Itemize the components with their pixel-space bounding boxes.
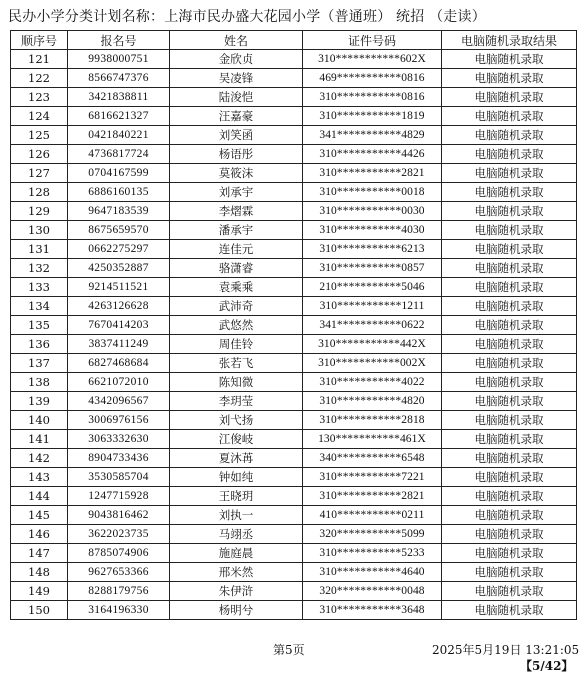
cell-seq: 142 bbox=[11, 449, 68, 468]
cell-seq: 135 bbox=[11, 316, 68, 335]
header-seq: 顺序号 bbox=[11, 31, 68, 50]
table-row bbox=[11, 240, 577, 259]
cell-name: 夏沐苒 bbox=[170, 449, 303, 468]
cell-result: 电脑随机录取 bbox=[442, 411, 577, 430]
cell-seq: 127 bbox=[11, 164, 68, 183]
cell-reg-no: 9938000751 bbox=[68, 50, 170, 69]
table-row bbox=[11, 354, 577, 373]
cell-reg-no: 6816621327 bbox=[68, 107, 170, 126]
cell-name: 武悠然 bbox=[170, 316, 303, 335]
cell-name: 施庭晨 bbox=[170, 544, 303, 563]
table-row bbox=[11, 88, 577, 107]
header-result: 电脑随机录取结果 bbox=[442, 31, 577, 50]
cell-name: 王晓玥 bbox=[170, 487, 303, 506]
cell-result: 电脑随机录取 bbox=[442, 544, 577, 563]
table-row bbox=[11, 278, 577, 297]
cell-seq: 124 bbox=[11, 107, 68, 126]
cell-id-no: 310***********5233 bbox=[303, 544, 442, 563]
table-row bbox=[11, 316, 577, 335]
cell-id-no: 310***********4820 bbox=[303, 392, 442, 411]
table-row bbox=[11, 506, 577, 525]
cell-result: 电脑随机录取 bbox=[442, 50, 577, 69]
cell-seq: 125 bbox=[11, 126, 68, 145]
cell-result: 电脑随机录取 bbox=[442, 183, 577, 202]
cell-result: 电脑随机录取 bbox=[442, 126, 577, 145]
cell-result: 电脑随机录取 bbox=[442, 506, 577, 525]
cell-result: 电脑随机录取 bbox=[442, 202, 577, 221]
admission-table bbox=[10, 30, 577, 620]
cell-result: 电脑随机录取 bbox=[442, 354, 577, 373]
cell-id-no: 341***********0622 bbox=[303, 316, 442, 335]
cell-seq: 133 bbox=[11, 278, 68, 297]
cell-seq: 121 bbox=[11, 50, 68, 69]
cell-name: 刘笑函 bbox=[170, 126, 303, 145]
table-row bbox=[11, 392, 577, 411]
cell-name: 陆浚恺 bbox=[170, 88, 303, 107]
cell-name: 张若飞 bbox=[170, 354, 303, 373]
header-name: 姓名 bbox=[170, 31, 303, 50]
table-row bbox=[11, 50, 577, 69]
cell-id-no: 310***********2821 bbox=[303, 487, 442, 506]
cell-id-no: 310***********0018 bbox=[303, 183, 442, 202]
cell-id-no: 310***********3648 bbox=[303, 601, 442, 620]
cell-id-no: 310***********442X bbox=[303, 335, 442, 354]
cell-reg-no: 3421838811 bbox=[68, 88, 170, 107]
cell-id-no: 341***********4829 bbox=[303, 126, 442, 145]
cell-seq: 136 bbox=[11, 335, 68, 354]
cell-name: 潘承宇 bbox=[170, 221, 303, 240]
cell-reg-no: 4250352887 bbox=[68, 259, 170, 278]
cell-id-no: 310***********0857 bbox=[303, 259, 442, 278]
cell-reg-no: 3006976156 bbox=[68, 411, 170, 430]
cell-seq: 132 bbox=[11, 259, 68, 278]
cell-reg-no: 9647183539 bbox=[68, 202, 170, 221]
cell-reg-no: 0421840221 bbox=[68, 126, 170, 145]
cell-reg-no: 8566747376 bbox=[68, 69, 170, 88]
cell-result: 电脑随机录取 bbox=[442, 278, 577, 297]
cell-result: 电脑随机录取 bbox=[442, 335, 577, 354]
cell-seq: 146 bbox=[11, 525, 68, 544]
cell-result: 电脑随机录取 bbox=[442, 297, 577, 316]
cell-result: 电脑随机录取 bbox=[442, 373, 577, 392]
cell-name: 汪嘉豪 bbox=[170, 107, 303, 126]
cell-result: 电脑随机录取 bbox=[442, 563, 577, 582]
cell-seq: 140 bbox=[11, 411, 68, 430]
table-row bbox=[11, 525, 577, 544]
cell-result: 电脑随机录取 bbox=[442, 487, 577, 506]
cell-reg-no: 6827468684 bbox=[68, 354, 170, 373]
cell-seq: 144 bbox=[11, 487, 68, 506]
cell-seq: 128 bbox=[11, 183, 68, 202]
cell-name: 金欣贞 bbox=[170, 50, 303, 69]
cell-seq: 139 bbox=[11, 392, 68, 411]
cell-id-no: 310***********4640 bbox=[303, 563, 442, 582]
cell-reg-no: 8288179756 bbox=[68, 582, 170, 601]
cell-reg-no: 3530585704 bbox=[68, 468, 170, 487]
cell-reg-no: 9214511521 bbox=[68, 278, 170, 297]
table-row bbox=[11, 69, 577, 88]
table-header-row bbox=[11, 31, 577, 50]
cell-id-no: 310***********2821 bbox=[303, 164, 442, 183]
table-row bbox=[11, 582, 577, 601]
cell-result: 电脑随机录取 bbox=[442, 259, 577, 278]
cell-name: 陈知微 bbox=[170, 373, 303, 392]
table-row bbox=[11, 335, 577, 354]
cell-seq: 123 bbox=[11, 88, 68, 107]
cell-id-no: 410***********0211 bbox=[303, 506, 442, 525]
cell-seq: 137 bbox=[11, 354, 68, 373]
cell-name: 刘弋扬 bbox=[170, 411, 303, 430]
cell-result: 电脑随机录取 bbox=[442, 392, 577, 411]
table-row bbox=[11, 202, 577, 221]
cell-id-no: 310***********4022 bbox=[303, 373, 442, 392]
table-row bbox=[11, 259, 577, 278]
cell-reg-no: 0704167599 bbox=[68, 164, 170, 183]
cell-seq: 141 bbox=[11, 430, 68, 449]
cell-id-no: 310***********002X bbox=[303, 354, 442, 373]
cell-name: 连佳元 bbox=[170, 240, 303, 259]
cell-reg-no: 4263126628 bbox=[68, 297, 170, 316]
table-row bbox=[11, 468, 577, 487]
table-row bbox=[11, 126, 577, 145]
table-row bbox=[11, 487, 577, 506]
header-reg-no: 报名号 bbox=[68, 31, 170, 50]
cell-reg-no: 1247715928 bbox=[68, 487, 170, 506]
table-row bbox=[11, 107, 577, 126]
cell-reg-no: 6886160135 bbox=[68, 183, 170, 202]
cell-id-no: 320***********5099 bbox=[303, 525, 442, 544]
table-row bbox=[11, 183, 577, 202]
cell-seq: 149 bbox=[11, 582, 68, 601]
cell-name: 周佳铃 bbox=[170, 335, 303, 354]
cell-result: 电脑随机录取 bbox=[442, 525, 577, 544]
cell-seq: 131 bbox=[11, 240, 68, 259]
cell-seq: 145 bbox=[11, 506, 68, 525]
table-row bbox=[11, 297, 577, 316]
table-row bbox=[11, 164, 577, 183]
cell-id-no: 310***********1819 bbox=[303, 107, 442, 126]
cell-id-no: 469***********0816 bbox=[303, 69, 442, 88]
cell-id-no: 310***********7221 bbox=[303, 468, 442, 487]
table-row bbox=[11, 221, 577, 240]
cell-result: 电脑随机录取 bbox=[442, 449, 577, 468]
cell-result: 电脑随机录取 bbox=[442, 145, 577, 164]
cell-reg-no: 4736817724 bbox=[68, 145, 170, 164]
cell-seq: 126 bbox=[11, 145, 68, 164]
cell-result: 电脑随机录取 bbox=[442, 240, 577, 259]
cell-id-no: 310***********6213 bbox=[303, 240, 442, 259]
table-row bbox=[11, 145, 577, 164]
cell-reg-no: 8675659570 bbox=[68, 221, 170, 240]
cell-name: 李熠霖 bbox=[170, 202, 303, 221]
cell-seq: 148 bbox=[11, 563, 68, 582]
cell-name: 刘执一 bbox=[170, 506, 303, 525]
cell-result: 电脑随机录取 bbox=[442, 582, 577, 601]
table-row bbox=[11, 601, 577, 620]
cell-result: 电脑随机录取 bbox=[442, 221, 577, 240]
cell-name: 吴凌锋 bbox=[170, 69, 303, 88]
cell-name: 钟如纯 bbox=[170, 468, 303, 487]
cell-id-no: 310***********4030 bbox=[303, 221, 442, 240]
table-row bbox=[11, 563, 577, 582]
cell-seq: 129 bbox=[11, 202, 68, 221]
cell-name: 李玥莹 bbox=[170, 392, 303, 411]
cell-result: 电脑随机录取 bbox=[442, 69, 577, 88]
cell-result: 电脑随机录取 bbox=[442, 468, 577, 487]
cell-id-no: 310***********0030 bbox=[303, 202, 442, 221]
cell-seq: 150 bbox=[11, 601, 68, 620]
cell-reg-no: 3622023735 bbox=[68, 525, 170, 544]
cell-name: 杨语彤 bbox=[170, 145, 303, 164]
cell-reg-no: 9043816462 bbox=[68, 506, 170, 525]
table-row bbox=[11, 411, 577, 430]
cell-name: 武沛奇 bbox=[170, 297, 303, 316]
cell-result: 电脑随机录取 bbox=[442, 316, 577, 335]
cell-result: 电脑随机录取 bbox=[442, 88, 577, 107]
cell-id-no: 310***********0816 bbox=[303, 88, 442, 107]
cell-name: 袁乘乘 bbox=[170, 278, 303, 297]
page-number: 第5页 bbox=[273, 643, 305, 657]
table-row bbox=[11, 430, 577, 449]
cell-reg-no: 0662275297 bbox=[68, 240, 170, 259]
cell-name: 马翊丞 bbox=[170, 525, 303, 544]
cell-reg-no: 7670414203 bbox=[68, 316, 170, 335]
table-row bbox=[11, 449, 577, 468]
cell-id-no: 310***********2818 bbox=[303, 411, 442, 430]
cell-name: 邢米然 bbox=[170, 563, 303, 582]
cell-name: 莫筱沫 bbox=[170, 164, 303, 183]
cell-reg-no: 3063332630 bbox=[68, 430, 170, 449]
cell-name: 杨明兮 bbox=[170, 601, 303, 620]
cell-name: 骆潇睿 bbox=[170, 259, 303, 278]
cell-reg-no: 3164196330 bbox=[68, 601, 170, 620]
cell-reg-no: 6621072010 bbox=[68, 373, 170, 392]
cell-result: 电脑随机录取 bbox=[442, 107, 577, 126]
cell-id-no: 310***********4426 bbox=[303, 145, 442, 164]
cell-result: 电脑随机录取 bbox=[442, 164, 577, 183]
cell-reg-no: 3837411249 bbox=[68, 335, 170, 354]
cell-seq: 122 bbox=[11, 69, 68, 88]
page-title: 民办小学分类计划名称：上海市民办盛大花园小学（普通班） 统招 （走读） bbox=[8, 9, 486, 25]
cell-reg-no: 8904733436 bbox=[68, 449, 170, 468]
cell-seq: 147 bbox=[11, 544, 68, 563]
cell-id-no: 320***********0048 bbox=[303, 582, 442, 601]
print-datetime: 2025年5月19日 13:21:05 bbox=[432, 643, 580, 657]
cell-seq: 134 bbox=[11, 297, 68, 316]
table-row bbox=[11, 373, 577, 392]
cell-name: 刘承宇 bbox=[170, 183, 303, 202]
cell-id-no: 210***********5046 bbox=[303, 278, 442, 297]
cell-reg-no: 9627653366 bbox=[68, 563, 170, 582]
header-id-no: 证件号码 bbox=[303, 31, 442, 50]
cell-seq: 143 bbox=[11, 468, 68, 487]
cell-id-no: 310***********1211 bbox=[303, 297, 442, 316]
table-row bbox=[11, 544, 577, 563]
cell-reg-no: 8785074906 bbox=[68, 544, 170, 563]
cell-name: 江俊岐 bbox=[170, 430, 303, 449]
cell-id-no: 130***********461X bbox=[303, 430, 442, 449]
cell-seq: 130 bbox=[11, 221, 68, 240]
cell-id-no: 340***********6548 bbox=[303, 449, 442, 468]
cell-reg-no: 4342096567 bbox=[68, 392, 170, 411]
cell-id-no: 310***********602X bbox=[303, 50, 442, 69]
cell-result: 电脑随机录取 bbox=[442, 601, 577, 620]
page-count: 【5/42】 bbox=[520, 659, 574, 673]
cell-result: 电脑随机录取 bbox=[442, 430, 577, 449]
cell-seq: 138 bbox=[11, 373, 68, 392]
cell-name: 朱伊浒 bbox=[170, 582, 303, 601]
